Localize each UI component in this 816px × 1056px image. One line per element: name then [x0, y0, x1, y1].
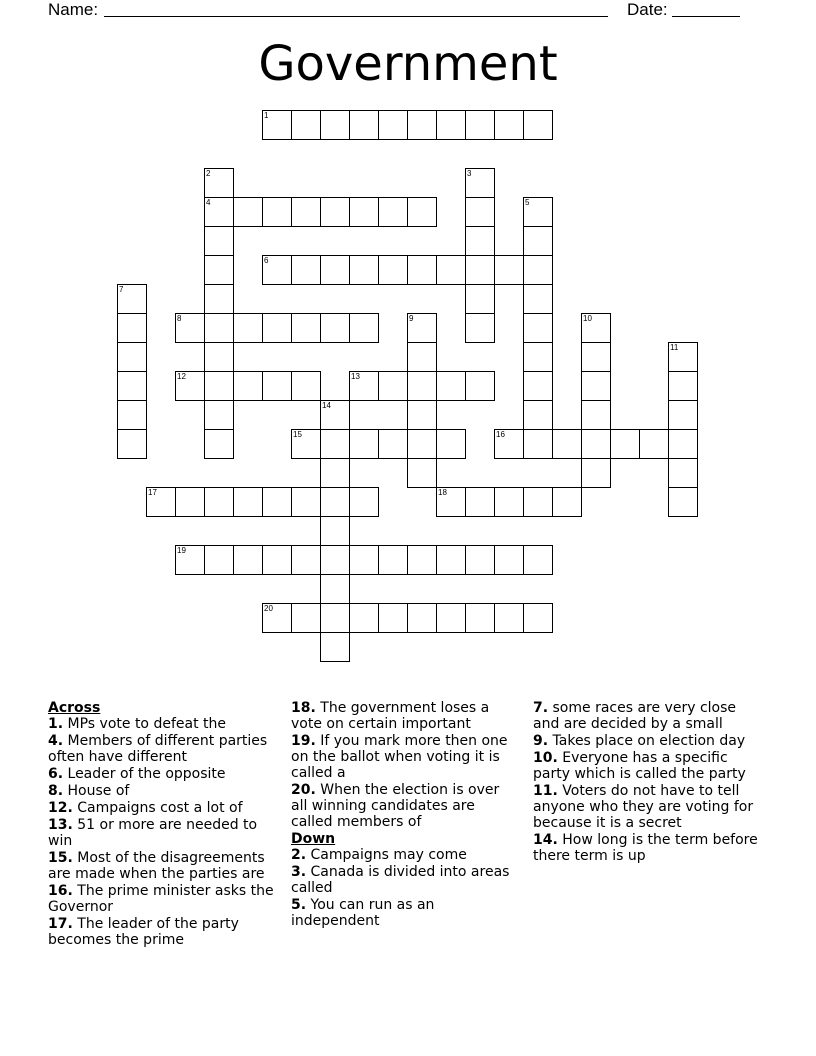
grid-cell[interactable]: [291, 487, 321, 517]
grid-cell[interactable]: [175, 313, 205, 343]
grid-cell[interactable]: [668, 458, 698, 488]
grid-cell[interactable]: [291, 545, 321, 575]
clue-item: [48, 916, 278, 948]
clue-item: [48, 716, 278, 732]
clue-num: 1.: [48, 716, 64, 732]
grid-cell[interactable]: [117, 400, 147, 430]
grid-cell[interactable]: [320, 545, 350, 575]
clue-text: How long is the term before there term is up: [533, 832, 758, 864]
grid-cell[interactable]: [349, 197, 379, 227]
grid-cell[interactable]: [465, 313, 495, 343]
grid-cell[interactable]: [262, 255, 292, 285]
grid-cell[interactable]: [494, 110, 524, 140]
clue-num: 14.: [533, 832, 558, 848]
clue-text: The government loses a vote on certain important: [291, 700, 490, 732]
grid-cell[interactable]: [610, 429, 640, 459]
grid-cell[interactable]: [581, 342, 611, 372]
clue-num: 11.: [533, 783, 558, 799]
grid-cell[interactable]: [465, 487, 495, 517]
grid-cell[interactable]: [291, 429, 321, 459]
clue-text: You can run as an independent: [291, 897, 435, 929]
clue-text: Everyone has a specific party which is called the party: [533, 750, 746, 782]
clue-text: House of: [67, 783, 130, 799]
grid-cell[interactable]: [320, 255, 350, 285]
clue-number: 19: [177, 546, 186, 555]
grid-cell[interactable]: [436, 429, 466, 459]
clue-num: 13.: [48, 817, 73, 833]
grid-cell[interactable]: [349, 255, 379, 285]
grid-cell[interactable]: [668, 400, 698, 430]
grid-cell[interactable]: [204, 371, 234, 401]
grid-cell[interactable]: [436, 487, 466, 517]
grid-cell[interactable]: [175, 545, 205, 575]
clue-item: [291, 847, 519, 863]
grid-cell[interactable]: [523, 603, 553, 633]
grid-cell[interactable]: [320, 110, 350, 140]
grid-cell[interactable]: [117, 313, 147, 343]
clue-number: 16: [496, 430, 505, 439]
grid-cell[interactable]: [349, 545, 379, 575]
grid-cell[interactable]: [407, 603, 437, 633]
grid-cell[interactable]: [262, 110, 292, 140]
clue-num: 20.: [291, 782, 316, 798]
grid-cell[interactable]: [494, 487, 524, 517]
grid-cell[interactable]: [465, 226, 495, 256]
grid-cell[interactable]: [465, 110, 495, 140]
grid-cell[interactable]: [320, 632, 350, 662]
grid-cell[interactable]: [291, 603, 321, 633]
section-heading: Across: [48, 700, 101, 716]
grid-cell[interactable]: [262, 545, 292, 575]
clue-item: [291, 782, 519, 830]
grid-cell[interactable]: [204, 342, 234, 372]
grid-cell[interactable]: [668, 487, 698, 517]
clue-number: 2: [206, 169, 211, 178]
grid-cell[interactable]: [523, 429, 553, 459]
grid-cell[interactable]: [465, 255, 495, 285]
grid-cell[interactable]: [117, 371, 147, 401]
clue-number: 4: [206, 198, 211, 207]
grid-cell[interactable]: [262, 313, 292, 343]
grid-cell[interactable]: [407, 545, 437, 575]
clue-number: 3: [467, 169, 472, 178]
clue-item: [533, 700, 765, 732]
grid-cell[interactable]: [465, 197, 495, 227]
grid-cell[interactable]: [204, 255, 234, 285]
grid-cell[interactable]: [291, 371, 321, 401]
section-heading: Down: [291, 831, 336, 847]
grid-cell[interactable]: [204, 545, 234, 575]
clue-number: 10: [583, 314, 592, 323]
clue-num: 6.: [48, 766, 64, 782]
grid-cell[interactable]: [552, 487, 582, 517]
grid-cell[interactable]: [523, 545, 553, 575]
clue-text: some races are very close and are decided by a small: [533, 700, 737, 732]
clue-number: 13: [351, 372, 360, 381]
grid-cell[interactable]: [523, 110, 553, 140]
grid-cell[interactable]: [349, 371, 379, 401]
grid-cell[interactable]: [407, 371, 437, 401]
clue-number: 9: [409, 314, 414, 323]
grid-cell[interactable]: [233, 545, 263, 575]
grid-cell[interactable]: [349, 313, 379, 343]
clue-text: If you mark more then one on the ballot when voting it is called a: [291, 733, 508, 781]
grid-cell[interactable]: [291, 110, 321, 140]
grid-cell[interactable]: [407, 458, 437, 488]
grid-cell[interactable]: [233, 371, 263, 401]
clue-text: The leader of the party becomes the prime: [48, 916, 239, 948]
grid-cell[interactable]: [320, 458, 350, 488]
clue-number: 6: [264, 256, 269, 265]
clue-text: Leader of the opposite: [67, 766, 226, 782]
name-line[interactable]: [104, 16, 608, 17]
clue-text: The prime minister asks the Governor: [48, 883, 274, 915]
grid-cell[interactable]: [378, 429, 408, 459]
grid-cell[interactable]: [407, 400, 437, 430]
grid-cell[interactable]: [494, 429, 524, 459]
grid-cell[interactable]: [378, 603, 408, 633]
grid-cell[interactable]: [204, 197, 234, 227]
clue-number: 1: [264, 111, 269, 120]
clue-text: Voters do not have to tell anyone who they are voting for because it is a secret: [533, 783, 754, 831]
grid-cell[interactable]: [523, 313, 553, 343]
clue-num: 16.: [48, 883, 73, 899]
grid-cell[interactable]: [581, 313, 611, 343]
clue-text: MPs vote to defeat the: [67, 716, 226, 732]
grid-cell[interactable]: [262, 487, 292, 517]
clue-text: Takes place on election day: [552, 733, 746, 749]
grid-cell[interactable]: [378, 371, 408, 401]
grid-cell[interactable]: [465, 371, 495, 401]
grid-cell[interactable]: [407, 429, 437, 459]
grid-cell[interactable]: [349, 110, 379, 140]
clue-num: 3.: [291, 864, 307, 880]
clue-number: 17: [148, 488, 157, 497]
grid-cell[interactable]: [117, 342, 147, 372]
clue-num: 15.: [48, 850, 73, 866]
clue-number: 7: [119, 285, 124, 294]
date-label: Date:: [627, 0, 668, 19]
clue-item: [48, 883, 278, 915]
grid-cell[interactable]: [668, 371, 698, 401]
grid-cell[interactable]: [407, 197, 437, 227]
grid-cell[interactable]: [320, 197, 350, 227]
date-line[interactable]: [672, 16, 740, 17]
grid-cell[interactable]: [436, 603, 466, 633]
grid-cell[interactable]: [465, 545, 495, 575]
grid-cell[interactable]: [320, 516, 350, 546]
grid-cell[interactable]: [204, 429, 234, 459]
grid-cell[interactable]: [233, 197, 263, 227]
grid-cell[interactable]: [523, 487, 553, 517]
grid-cell[interactable]: [378, 255, 408, 285]
clue-item: [533, 832, 765, 864]
clue-num: 7.: [533, 700, 549, 716]
clues-column-3: [533, 700, 765, 865]
grid-cell[interactable]: [117, 429, 147, 459]
clue-number: 11: [670, 343, 679, 352]
grid-cell[interactable]: [436, 255, 466, 285]
clue-item: [48, 850, 278, 882]
clue-number: 18: [438, 488, 447, 497]
clue-item: [533, 750, 765, 782]
grid-cell[interactable]: [378, 197, 408, 227]
clue-text: Campaigns may come: [310, 847, 467, 863]
grid-cell[interactable]: [407, 255, 437, 285]
grid-cell[interactable]: [552, 429, 582, 459]
grid-cell[interactable]: [291, 197, 321, 227]
clue-item: [48, 800, 278, 816]
grid-cell[interactable]: [233, 313, 263, 343]
clue-num: 18.: [291, 700, 316, 716]
clue-item: [48, 733, 278, 765]
grid-cell[interactable]: [523, 284, 553, 314]
clue-item: [291, 897, 519, 929]
grid-cell[interactable]: [204, 284, 234, 314]
grid-cell[interactable]: [494, 545, 524, 575]
clue-number: 12: [177, 372, 186, 381]
grid-cell[interactable]: [175, 371, 205, 401]
clue-item: [533, 783, 765, 831]
grid-cell[interactable]: [117, 284, 147, 314]
clue-num: 2.: [291, 847, 307, 863]
grid-cell[interactable]: [494, 603, 524, 633]
clue-text: Most of the disagreements are made when the parties are: [48, 850, 265, 882]
grid-cell[interactable]: [465, 603, 495, 633]
grid-cell[interactable]: [407, 342, 437, 372]
grid-cell[interactable]: [523, 371, 553, 401]
grid-cell[interactable]: [523, 400, 553, 430]
clue-num: 4.: [48, 733, 64, 749]
clue-num: 10.: [533, 750, 558, 766]
clue-num: 8.: [48, 783, 64, 799]
grid-cell[interactable]: [349, 487, 379, 517]
clue-item: [291, 700, 519, 732]
grid-cell[interactable]: [320, 603, 350, 633]
grid-cell[interactable]: [146, 487, 176, 517]
grid-cell[interactable]: [523, 255, 553, 285]
grid-cell[interactable]: [291, 255, 321, 285]
clue-item: [48, 817, 278, 849]
clues-column-2: [291, 700, 519, 930]
clue-text: Members of different parties often have different: [48, 733, 268, 765]
grid-cell[interactable]: [639, 429, 669, 459]
grid-cell[interactable]: [407, 110, 437, 140]
clue-item: [533, 733, 765, 749]
grid-cell[interactable]: [204, 400, 234, 430]
clue-item: [48, 766, 278, 782]
clue-item: [291, 864, 519, 896]
grid-cell[interactable]: [668, 429, 698, 459]
clue-num: 17.: [48, 916, 73, 932]
grid-cell[interactable]: [581, 400, 611, 430]
clue-number: 20: [264, 604, 273, 613]
grid-cell[interactable]: [262, 603, 292, 633]
grid-cell[interactable]: [494, 255, 524, 285]
clue-item: [48, 783, 278, 799]
clue-text: When the election is over all winning candidates are called members of: [291, 782, 500, 830]
grid-cell[interactable]: [581, 429, 611, 459]
name-label: Name:: [48, 0, 99, 19]
clue-num: 5.: [291, 897, 307, 913]
grid-cell[interactable]: [407, 313, 437, 343]
grid-cell[interactable]: [233, 487, 263, 517]
grid-cell[interactable]: [465, 284, 495, 314]
grid-cell[interactable]: [436, 371, 466, 401]
clue-num: 9.: [533, 733, 549, 749]
grid-cell[interactable]: [262, 371, 292, 401]
grid-cell[interactable]: [436, 110, 466, 140]
grid-cell[interactable]: [523, 342, 553, 372]
grid-cell[interactable]: [523, 226, 553, 256]
clue-num: 19.: [291, 733, 316, 749]
clue-number: 8: [177, 314, 182, 323]
grid-cell[interactable]: [581, 458, 611, 488]
puzzle-title: Government: [258, 36, 558, 92]
clue-text: Canada is divided into areas called: [291, 864, 510, 896]
grid-cell[interactable]: [581, 371, 611, 401]
clues-column-1: [48, 700, 278, 949]
grid-cell[interactable]: [204, 313, 234, 343]
grid-cell[interactable]: [465, 168, 495, 198]
grid-cell[interactable]: [291, 313, 321, 343]
grid-cell[interactable]: [378, 545, 408, 575]
clue-number: 5: [525, 198, 530, 207]
clue-text: 51 or more are needed to win: [48, 817, 258, 849]
grid-cell[interactable]: [204, 226, 234, 256]
clue-number: 14: [322, 401, 331, 410]
grid-cell[interactable]: [349, 603, 379, 633]
grid-cell[interactable]: [320, 429, 350, 459]
grid-cell[interactable]: [349, 429, 379, 459]
grid-cell[interactable]: [668, 342, 698, 372]
grid-cell[interactable]: [320, 313, 350, 343]
grid-cell[interactable]: [175, 487, 205, 517]
grid-cell[interactable]: [523, 197, 553, 227]
clue-number: 15: [293, 430, 302, 439]
grid-cell[interactable]: [262, 197, 292, 227]
clue-num: 12.: [48, 800, 73, 816]
clue-text: Campaigns cost a lot of: [77, 800, 243, 816]
grid-cell[interactable]: [320, 400, 350, 430]
grid-cell[interactable]: [204, 168, 234, 198]
grid-cell[interactable]: [436, 545, 466, 575]
grid-cell[interactable]: [320, 487, 350, 517]
clue-item: [291, 733, 519, 781]
grid-cell[interactable]: [320, 574, 350, 604]
grid-cell[interactable]: [378, 110, 408, 140]
grid-cell[interactable]: [204, 487, 234, 517]
